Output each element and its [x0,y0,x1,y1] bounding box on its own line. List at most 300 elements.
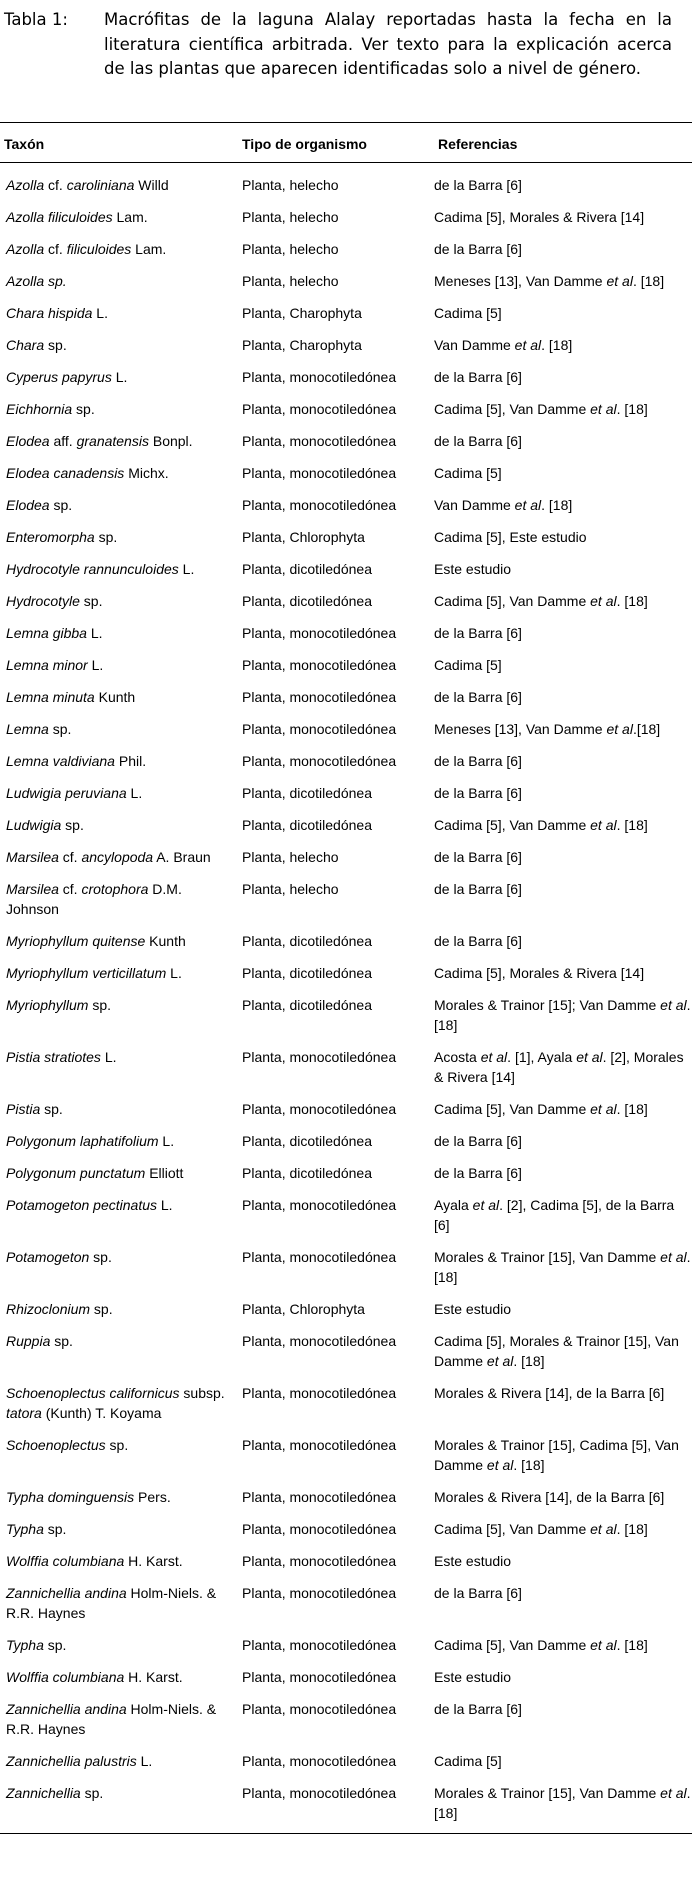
reference-text: Van Damme [434,337,515,353]
references-cell [434,1328,692,1380]
taxon-text: Ruppia [6,1333,51,1349]
table-row [0,460,692,492]
references-cell [434,588,692,620]
table-header-row [0,128,692,163]
reference-text: Van Damme [434,497,515,513]
table-row [0,716,692,748]
tipo-cell: Planta, monocotiledónea [242,1669,397,1685]
references-cell [434,812,692,844]
reference-text: . [2], Cadima [5], de la Barra [6] [434,1197,675,1233]
reference-text: et al [660,1785,687,1801]
taxon-text: Chara [6,337,45,353]
taxon-cell [0,1484,238,1516]
tipo-cell: Planta, monocotiledónea [242,1049,397,1065]
reference-text: de la Barra [6] [434,1585,522,1601]
reference-text: de la Barra [6] [434,177,522,193]
taxon-text: sp. [79,593,103,609]
references-cell [434,364,692,396]
references-cell [434,684,692,716]
reference-text: . [18] [541,497,573,513]
taxon-text: Lemna minor [6,657,88,673]
taxon-text: D.M. Johnson [6,881,182,917]
taxon-cell [0,1696,238,1748]
taxon-text: sp. [61,817,84,833]
taxon-text: (Kunth) T. Koyama [41,1405,162,1421]
table-row [0,876,692,928]
tipo-cell: Planta, monocotiledónea [242,465,397,481]
references-cell [434,1632,692,1664]
tipo-cell: Planta, monocotiledónea [242,1753,397,1769]
tipo-cell: Planta, monocotiledónea [242,1101,397,1117]
taxon-cell [0,1432,238,1484]
references-cell [434,1128,692,1160]
taxon-text: Typha [6,1521,44,1537]
taxon-text: L. [158,1133,175,1149]
taxon-text: Willd [134,177,169,193]
taxon-text: sp. [50,1333,73,1349]
reference-text: .[18] [632,721,661,737]
tipo-cell: Planta, monocotiledónea [242,1701,397,1717]
reference-text: Cadima [5], Este estudio [434,529,587,545]
table-row [0,300,692,332]
table-row [0,204,692,236]
reference-text: . [18] [434,997,691,1033]
references-cell [434,524,692,556]
taxon-text: Lam. [112,209,148,225]
taxon-text: sp. [105,1437,129,1453]
references-cell [434,204,692,236]
references-cell [434,780,692,812]
taxon-text: Lemna gibba [6,625,87,641]
taxon-text: Lam. [131,241,167,257]
references-cell [434,1696,692,1748]
references-cell [434,652,692,684]
taxon-cell [0,1044,238,1096]
taxon-text: granatensis [76,433,149,449]
reference-text: Morales & Trainor [15]; Van Damme [434,997,661,1013]
reference-text: . [18] [434,1249,691,1285]
references-cell [434,332,692,364]
references-cell [434,960,692,992]
reference-text: Este estudio [434,1553,512,1569]
taxon-text: Hydrocotyle [6,593,80,609]
taxon-text: ancylopoda [81,849,154,865]
references-cell [434,1548,692,1580]
tipo-cell: Planta, monocotiledónea [242,1637,397,1653]
taxon-text: filiculoides [66,241,132,257]
tipo-cell: Planta, monocotiledónea [242,1553,397,1569]
taxon-text: Michx. [124,465,169,481]
taxon-text: Lemna [6,721,49,737]
reference-text: Cadima [5], Morales & Trainor [15], Van Damme [434,1333,679,1369]
taxon-text: sp. [89,1249,112,1265]
reference-text: Meneses [13], Van Damme [434,273,607,289]
tipo-cell: Planta, monocotiledónea [242,401,397,417]
reference-text: . [18] [513,1353,545,1369]
taxon-cell [0,1380,238,1432]
reference-text: . [18] [616,1637,648,1653]
table-row [0,396,692,428]
tipo-cell: Planta, helecho [242,881,339,897]
taxon-text: Eichhornia [6,401,73,417]
tipo-cell: Planta, monocotiledónea [242,433,397,449]
table-row [0,1548,692,1580]
table-top-rule [0,122,692,123]
references-cell [434,928,692,960]
reference-text: . [18] [434,1785,691,1821]
reference-text: Morales & Trainor [15], Cadima [5], Van Damme [434,1437,679,1473]
taxon-cell [0,780,238,812]
reference-text: et al [660,1249,687,1265]
references-cell [434,1044,692,1096]
header-tipo: Tipo de organismo [238,128,434,163]
taxon-text: L. [166,965,182,981]
reference-text: Cadima [5] [434,657,502,673]
reference-text: . [18] [616,593,648,609]
taxon-text: sp. [48,721,72,737]
reference-text: . [18] [632,273,665,289]
references-cell [434,1160,692,1192]
taxon-text: Wolffia columbiana [6,1553,125,1569]
reference-text: et al [472,1197,500,1213]
taxon-text: Holm-Niels. & R.R. Haynes [6,1585,217,1621]
taxon-text: Kunth [145,933,186,949]
reference-text: Cadima [5], Morales & Rivera [14] [434,209,645,225]
tipo-cell: Planta, Chlorophyta [242,1301,365,1317]
taxon-cell [0,716,238,748]
reference-text: Cadima [5] [434,1753,502,1769]
reference-text: . [18] [616,401,648,417]
table-row [0,556,692,588]
taxon-text: subsp. [179,1385,225,1401]
reference-text: Cadima [5], Van Damme [434,1637,591,1653]
taxon-text: Elodea [6,433,50,449]
table-row [0,268,692,300]
reference-text: Cadima [5], Van Damme [434,401,591,417]
reference-text: et al [660,997,687,1013]
reference-text: et al [576,1049,603,1065]
references-cell [434,268,692,300]
reference-text: Este estudio [434,1669,512,1685]
taxon-text: L. [136,1753,153,1769]
taxon-text: A. Braun [153,849,211,865]
table-row [0,1328,692,1380]
table-row [0,1516,692,1548]
tipo-cell: Planta, monocotiledónea [242,1249,397,1265]
table-row [0,1484,692,1516]
reference-text: de la Barra [6] [434,625,522,641]
taxon-text: Rhizoclonium [6,1301,91,1317]
reference-text: Morales & Rivera [14], de la Barra [6] [434,1489,665,1505]
table-row [0,1128,692,1160]
taxon-text: Hydrocotyle rannunculoides [6,561,179,577]
references-cell [434,1432,692,1484]
taxon-cell [0,844,238,876]
taxon-cell [0,1748,238,1780]
references-cell [434,163,692,205]
tipo-cell: Planta, dicotiledónea [242,1133,372,1149]
reference-text: Morales & Trainor [15], Van Damme [434,1249,661,1265]
taxon-text: Azolla [6,241,45,257]
table-row [0,492,692,524]
taxon-text: Zannichellia andina [6,1701,127,1717]
references-cell [434,1664,692,1696]
reference-text: Cadima [5] [434,465,502,481]
taxon-text: Potamogeton pectinatus [6,1197,157,1213]
references-cell [434,1484,692,1516]
references-cell [434,428,692,460]
taxon-text: Pistia stratiotes [6,1049,101,1065]
tipo-cell: Planta, dicotiledónea [242,1165,372,1181]
table-row [0,1780,692,1832]
tipo-cell: Planta, helecho [242,177,339,193]
table-row [0,1096,692,1128]
references-cell [434,396,692,428]
reference-text: et al [514,337,542,353]
reference-text: Cadima [5], Morales & Rivera [14] [434,965,645,981]
taxon-text: H. Karst. [124,1669,183,1685]
reference-text: et al [486,1457,514,1473]
reference-text: Cadima [5], Van Damme [434,1101,591,1117]
tipo-cell: Planta, monocotiledónea [242,497,397,513]
reference-text: Cadima [5], Van Damme [434,1521,591,1537]
reference-text: Acosta [434,1049,481,1065]
taxon-cell [0,1780,238,1832]
taxon-cell [0,1328,238,1380]
taxon-cell [0,684,238,716]
reference-text: . [18] [616,1521,648,1537]
reference-text: Morales & Trainor [15], Van Damme [434,1785,661,1801]
reference-text: et al [486,1353,514,1369]
tipo-cell: Planta, helecho [242,209,339,225]
taxon-text: Typha dominguensis [6,1489,135,1505]
taxon-text: tatora [6,1405,42,1421]
references-cell [434,1780,692,1832]
references-cell [434,556,692,588]
reference-text: de la Barra [6] [434,785,522,801]
tipo-cell: Planta, monocotiledónea [242,657,397,673]
reference-text: et al [590,1101,617,1117]
references-cell [434,992,692,1044]
taxon-text: Chara hispida [6,305,93,321]
table-row [0,163,692,205]
table-row [0,684,692,716]
caption-label: Tabla 1: [4,10,68,29]
taxon-text: cf. [44,241,67,257]
references-cell [434,1192,692,1244]
table-row [0,1580,692,1632]
table-row [0,748,692,780]
reference-text: . [18] [616,817,648,833]
taxon-text: Zannichellia andina [6,1585,127,1601]
taxon-text: L. [178,561,195,577]
tipo-cell: Planta, Charophyta [242,337,362,353]
table-row [0,960,692,992]
taxon-cell [0,928,238,960]
taxon-text: sp. [43,1521,67,1537]
tipo-cell: Planta, Charophyta [242,305,362,321]
taxon-cell [0,1244,238,1296]
reference-text: de la Barra [6] [434,433,522,449]
taxon-text: Kunth [94,689,136,705]
table-row [0,1244,692,1296]
taxon-text: cf. [44,177,67,193]
tipo-cell: Planta, monocotiledónea [242,1521,397,1537]
reference-text: . [1], Ayala [507,1049,577,1065]
taxon-text: sp. [94,529,118,545]
taxon-cell [0,1096,238,1128]
taxon-cell [0,1516,238,1548]
taxon-cell [0,268,238,300]
tipo-cell: Planta, monocotiledónea [242,625,397,641]
tipo-cell: Planta, helecho [242,849,339,865]
references-cell [434,876,692,928]
taxon-cell [0,524,238,556]
reference-text: de la Barra [6] [434,1701,522,1717]
taxon-text: L. [92,305,108,321]
taxon-text: H. Karst. [124,1553,183,1569]
taxon-text: sp. [88,997,112,1013]
taxon-text: L. [87,657,104,673]
table-row [0,1044,692,1096]
taxon-cell [0,460,238,492]
taxon-text: Schoenoplectus californicus [6,1385,180,1401]
reference-text: et al [606,721,633,737]
taxon-text: Polygonum laphatifolium [6,1133,159,1149]
references-cell [434,460,692,492]
tipo-cell: Planta, monocotiledónea [242,1385,397,1401]
taxon-cell [0,1296,238,1328]
table-row [0,428,692,460]
reference-text: et al [590,817,617,833]
taxon-text: sp. [90,1301,113,1317]
table-row [0,928,692,960]
caption-text: Macrófitas de la laguna Alalay reportadas hasta la fecha en la literatura científica arbitrada. Ver texto para la explicación acerca de las plantas que aparecen identificadas solo a nivel de género. [104,10,672,78]
reference-text: Este estudio [434,1301,512,1317]
reference-text: Cadima [5] [434,305,502,321]
reference-text: et al [590,593,617,609]
reference-text: . [18] [541,337,573,353]
references-cell [434,1380,692,1432]
table-row [0,588,692,620]
table-row [0,1632,692,1664]
taxon-text: Azolla [6,177,45,193]
taxon-cell [0,960,238,992]
tipo-cell: Planta, monocotiledónea [242,369,397,385]
header-referencias: Referencias [434,128,692,163]
taxon-cell [0,1548,238,1580]
reference-text: Morales & Rivera [14], de la Barra [6] [434,1385,665,1401]
reference-text: de la Barra [6] [434,1133,522,1149]
reference-text: Meneses [13], Van Damme [434,721,607,737]
table-row [0,1432,692,1484]
taxon-text: Marsilea [6,849,59,865]
taxon-cell [0,1192,238,1244]
reference-text: et al [480,1049,508,1065]
taxon-cell [0,748,238,780]
reference-text: et al [590,401,617,417]
table-row [0,1192,692,1244]
taxon-cell [0,204,238,236]
tipo-cell: Planta, monocotiledónea [242,753,397,769]
tipo-cell: Planta, monocotiledónea [242,1585,397,1601]
reference-text: . [2], Morales & Rivera [14] [434,1049,684,1085]
taxon-text: Bonpl. [148,433,193,449]
taxon-text: Pers. [134,1489,171,1505]
taxon-text: L. [111,369,128,385]
tipo-cell: Planta, monocotiledónea [242,1333,397,1349]
tipo-cell: Planta, dicotiledónea [242,965,372,981]
taxon-cell [0,163,238,205]
table-row [0,236,692,268]
tipo-cell: Planta, dicotiledónea [242,817,372,833]
taxon-text: caroliniana [66,177,135,193]
taxon-cell [0,588,238,620]
taxon-cell [0,396,238,428]
taxon-cell [0,1664,238,1696]
table-row [0,780,692,812]
table-row [0,332,692,364]
reference-text: et al [590,1637,617,1653]
taxon-text: sp. [80,1785,104,1801]
references-cell [434,716,692,748]
taxon-cell [0,812,238,844]
table-row [0,992,692,1044]
reference-text: de la Barra [6] [434,1165,522,1181]
table-row [0,844,692,876]
taxon-cell [0,876,238,928]
taxon-text: Cyperus papyrus [6,369,112,385]
taxon-text: Myriophyllum [6,997,89,1013]
reference-text: Ayala [434,1197,473,1213]
references-cell [434,620,692,652]
reference-text: Este estudio [434,561,512,577]
taxon-text: cf. [58,881,82,897]
table-row [0,364,692,396]
taxon-cell [0,492,238,524]
table-row [0,652,692,684]
table-row [0,1380,692,1432]
reference-text: de la Barra [6] [434,753,522,769]
taxon-cell [0,556,238,588]
taxon-text: Elliott [145,1165,184,1181]
table-row [0,1160,692,1192]
tipo-cell: Planta, monocotiledónea [242,1197,397,1213]
references-cell [434,1748,692,1780]
references-cell [434,300,692,332]
table-row [0,1296,692,1328]
table-body [0,163,692,1833]
references-cell [434,492,692,524]
reference-text: et al [590,1521,617,1537]
tipo-cell: Planta, helecho [242,273,339,289]
table-bottom-rule [0,1833,692,1834]
tipo-cell: Planta, dicotiledónea [242,561,372,577]
taxon-text: Zannichellia palustris [6,1753,137,1769]
references-cell [434,1296,692,1328]
taxon-cell [0,428,238,460]
taxon-text: Elodea canadensis [6,465,125,481]
header-taxon: Taxón [0,128,238,163]
tipo-cell: Planta, Chlorophyta [242,529,365,545]
taxon-cell [0,1128,238,1160]
taxon-text: Marsilea [6,881,59,897]
taxon-cell [0,1160,238,1192]
taxon-cell [0,364,238,396]
references-cell [434,236,692,268]
macrophyte-table [0,128,692,1832]
taxon-text: sp. [43,1637,67,1653]
